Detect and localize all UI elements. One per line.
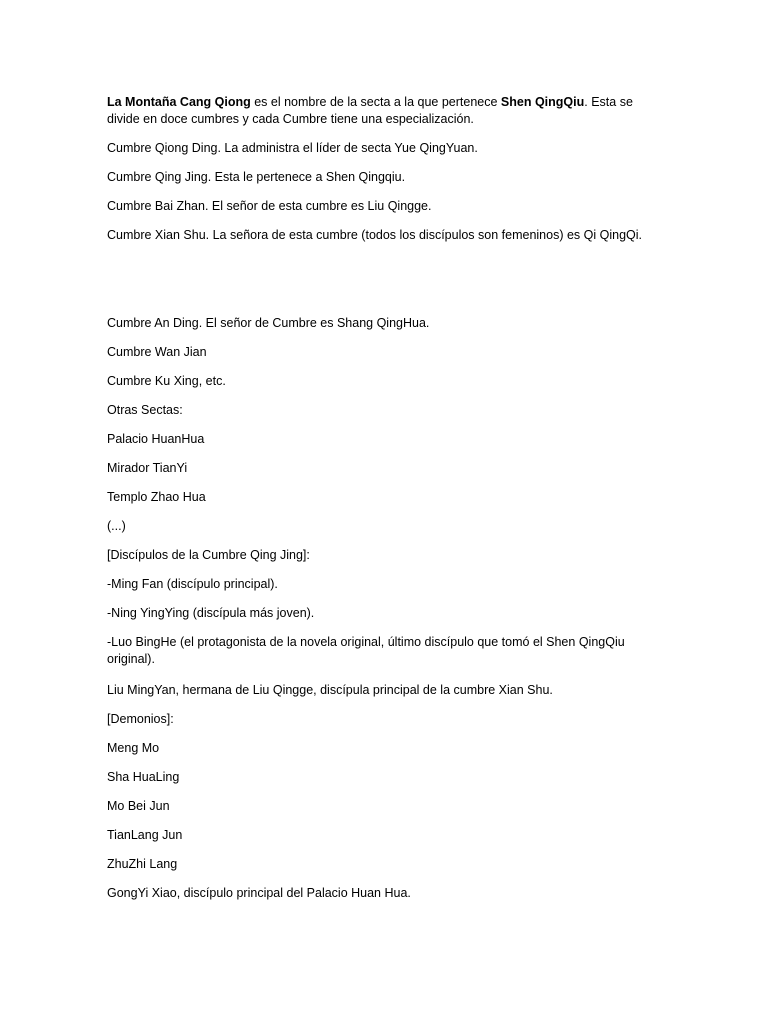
text-line: Templo Zhao Hua: [107, 490, 206, 504]
intro-text-1: es el nombre de la secta a la que pertenece: [250, 95, 501, 109]
text-line: [Demonios]:: [107, 712, 174, 726]
intro-bold-name: Shen QingQiu: [500, 95, 585, 109]
intro-paragraph: [107, 94, 667, 128]
intro-bold-mountain: La Montaña Cang Qiong: [107, 95, 251, 109]
text-line: ZhuZhi Lang: [107, 857, 178, 871]
text-line: GongYi Xiao, discípulo principal del Palacio Huan Hua.: [107, 886, 411, 900]
text-line: TianLang Jun: [107, 828, 183, 842]
text-line: Cumbre Bai Zhan. El señor de esta cumbre es Liu Qingge.: [107, 199, 432, 213]
text-line: Cumbre Qing Jing. Esta le pertenece a Shen Qingqiu.: [107, 170, 406, 184]
text-line: Mo Bei Jun: [107, 799, 170, 813]
text-line: Mirador TianYi: [107, 461, 188, 475]
text-line: [Discípulos de la Cumbre Qing Jing]:: [107, 548, 310, 562]
text-line: -Ming Fan (discípulo principal).: [107, 577, 278, 591]
text-line: Palacio HuanHua: [107, 432, 205, 446]
text-line: Liu MingYan, hermana de Liu Qingge, discípula principal de la cumbre Xian Shu.: [107, 683, 553, 697]
text-line: Cumbre An Ding. El señor de Cumbre es Shang QingHua.: [107, 316, 430, 330]
text-line: Cumbre Qiong Ding. La administra el líder de secta Yue QingYuan.: [107, 141, 478, 155]
text-line: (...): [107, 519, 126, 533]
text-line: Cumbre Wan Jian: [107, 345, 207, 359]
text-line: Cumbre Ku Xing, etc.: [107, 374, 226, 388]
intro-text-2: . Esta se divide en doce cumbres y cada Cumbre tiene una especialización.: [107, 95, 633, 126]
text-line: -Luo BingHe (el protagonista de la novela original, último discípulo que tomó el Shen QingQiu original).: [107, 635, 625, 666]
text-line: -Ning YingYing (discípula más joven).: [107, 606, 315, 620]
text-line: Meng Mo: [107, 741, 160, 755]
text-line: Cumbre Xian Shu. La señora de esta cumbre (todos los discípulos son femeninos) es Qi QingQi.: [107, 228, 642, 242]
text-line: Otras Sectas:: [107, 403, 183, 417]
text-line: Sha HuaLing: [107, 770, 180, 784]
